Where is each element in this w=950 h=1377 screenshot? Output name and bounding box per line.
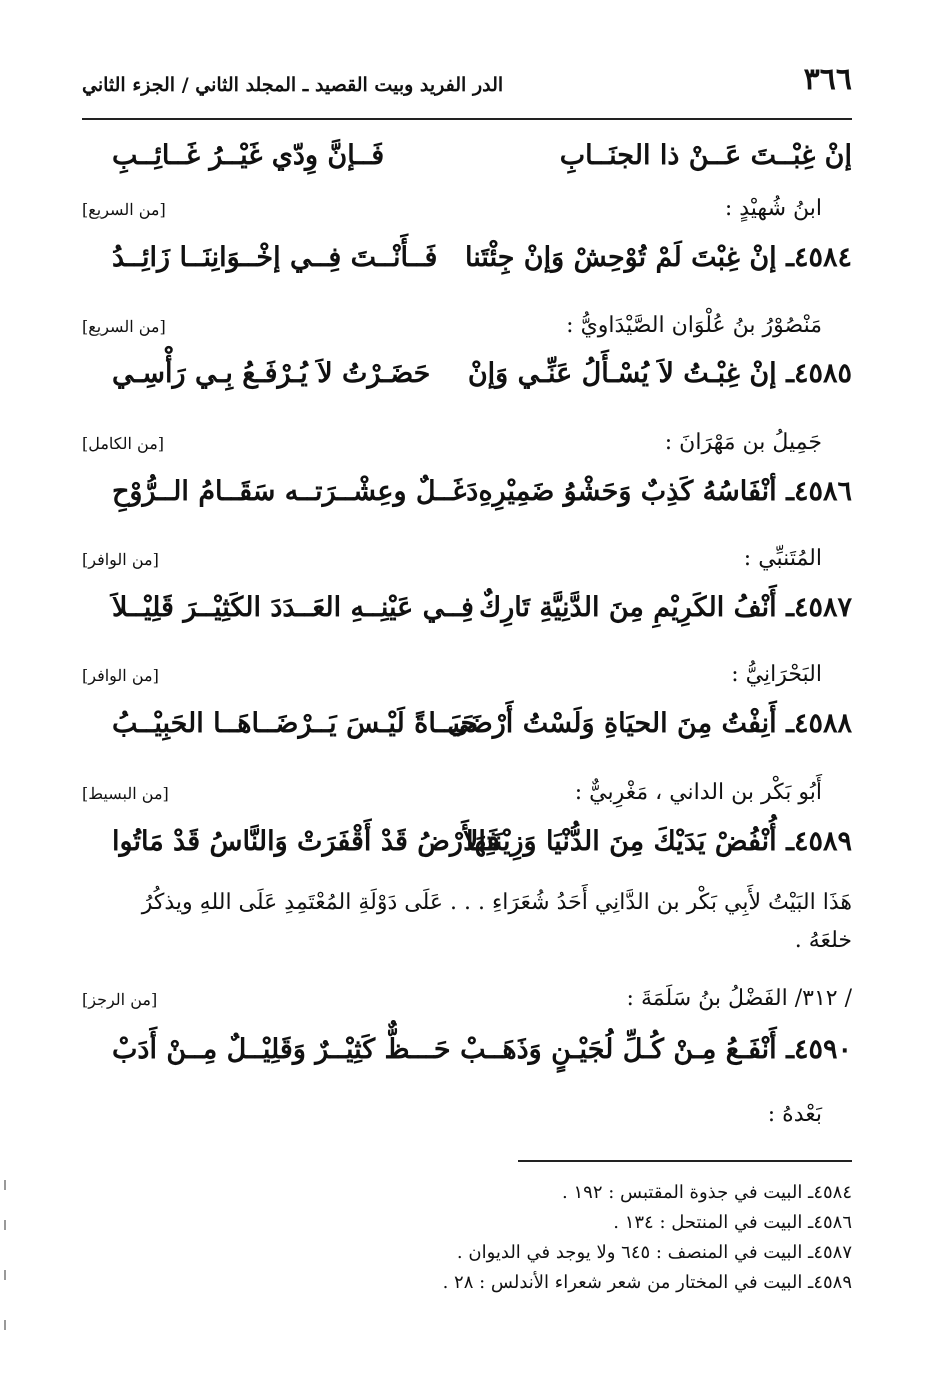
scan-mark (4, 1270, 6, 1280)
verse-4586 (82, 476, 852, 536)
meter-label: [من الوافر] (82, 550, 159, 569)
meter-label: [من السريع] (82, 200, 166, 219)
verse-number: ٤٥٨٨ـ (786, 708, 852, 739)
continuation-line (82, 1102, 852, 1142)
verse-second-hemistich: فَــإنَّ وِدّي غَيْــرُ غَــائِــبِ (112, 140, 385, 171)
verse-4588 (82, 708, 852, 768)
poet-line (82, 430, 852, 470)
verse-first-hemistich (468, 358, 852, 389)
scan-mark (4, 1320, 6, 1330)
footnote: ٤٥٨٧ـ البيت في المنصف : ٦٤٥ ولا يوجد في الديوان . (456, 1242, 852, 1263)
verse-4589 (82, 826, 852, 886)
verse-second-hemistich: حَضَـرْتُ لاَ يُـرْفَـعُ بِـي رَأْسِـي (112, 358, 431, 389)
poet-line (82, 313, 852, 353)
verse-first-hemistich: إنْ غِبْــتَ عَــنْ ذا الجنَــابِ (559, 140, 852, 171)
verse-number: ٤٥٩٠ـ (786, 1034, 852, 1065)
poet-line (82, 986, 852, 1026)
scan-mark (4, 1180, 6, 1190)
footnote-rule (518, 1160, 852, 1162)
poet-name: المُتَنبِّي : (743, 546, 822, 571)
meter-label: [من الكامل] (82, 434, 165, 453)
poet-line (82, 196, 852, 236)
hemistich-text: أَنِفْتُ مِنَ الحيَاةِ وَلَسْتُ أَرْضَى (447, 708, 777, 739)
verse-second-hemistich: دَغَــلٌ وعِشْــرَتــه سَقَــامُ الــرُّوْحِ (112, 476, 479, 507)
hemistich-text: أنْفَاسُهُ كَذِبٌ وَحَشْوُ ضَمِيْرِهِ (478, 476, 777, 507)
verse-number: ٤٥٨٧ـ (786, 592, 852, 623)
verse-second-hemistich: فِــي عَيْنِــهِ العَــدَدَ الكَثِيْــرَ قَلِيْــلاَ (112, 592, 474, 623)
verse-4587 (82, 592, 852, 652)
verse-first-hemistich (479, 476, 852, 507)
scan-edge-marks (4, 1160, 10, 1360)
poet-name: مَنْصُوْرُ بنُ عُلْوَان الصَّيْدَاويُّ : (566, 313, 822, 338)
meter-label: [من الرجز] (82, 990, 158, 1009)
verse-first-hemistich (460, 1034, 852, 1065)
continuation-text: بَعْدهُ : (767, 1102, 822, 1127)
page-header (82, 62, 852, 116)
meter-label: [من البسيط] (82, 784, 169, 803)
verse-number: ٤٥٨٩ـ (786, 826, 852, 857)
verse-second-hemistich: فَــأَنْــتَ فِــي إخْــوَانِنَــا زَائِــدُ (112, 242, 438, 273)
verse-line (82, 140, 852, 200)
verse-second-hemistich: حَـــظٌّ كَثِيْــرٌ وَقَلِيْــلٌ مِــنْ أَدَبْ (112, 1034, 451, 1065)
hemistich-text: أَنْفُ الكَرِيْمِ مِنَ الدَّنِيَّةِ تَارِكٌ (478, 592, 777, 623)
footnote: ٤٥٨٤ـ البيت في جذوة المقتبس : ١٩٢ . (562, 1182, 852, 1203)
verse-4584 (82, 242, 852, 302)
poet-name: البَحْرَانِيُّ : (731, 662, 822, 687)
poet-name: ابنُ شُهيْدٍ : (724, 196, 822, 221)
verse-first-hemistich (479, 592, 852, 623)
hemistich-text: إنْ غِبْـتُ لاَ يُسْـأَلُ عَنِّـي وَإنْ (467, 358, 777, 389)
verse-number: ٤٥٨٦ـ (786, 476, 852, 507)
footnotes (192, 1178, 852, 1298)
verse-first-hemistich (466, 826, 852, 857)
header-rule (82, 118, 852, 120)
page-number: ٣٦٦ (803, 62, 852, 97)
commentary-line: هَذَا البَيْتُ لأَبِي بَكْر بن الدَّانِي أَحَدُ شُعَرَاءِ . . . عَلَى دَوْلَةِ المُعْتَمِدِ عَلَى اللهِ ويذكُرُ (141, 890, 852, 915)
poet-name: أَبُو بَكْر بن الداني ، مَغْرِبيٌّ : (574, 780, 822, 805)
footnote: ٤٥٨٩ـ البيت في المختار من شعر شعراء الأندلس : ٢٨ . (442, 1272, 852, 1293)
verse-number: ٤٥٨٤ـ (786, 242, 852, 273)
verse-4590 (82, 1034, 852, 1094)
verse-4585 (82, 358, 852, 418)
hemistich-text: أُنْفُضْ يَدَيْكَ مِنَ الدُّنْيَا وَزِيْنَتِهَا (465, 826, 777, 857)
footnote: ٤٥٨٦ـ البيت في المنتحل : ١٣٤ . (613, 1212, 852, 1233)
commentary-line: خلعَهُ . (794, 928, 852, 953)
poet-line (82, 780, 852, 820)
verse-number: ٤٥٨٥ـ (786, 358, 852, 389)
poet-name: / ٣١٢/ الفَضْلُ بنُ سَلَمَةَ : (626, 986, 852, 1011)
scan-mark (4, 1220, 6, 1230)
poet-line (82, 662, 852, 702)
verse-second-hemistich: حَيَــاةً لَيْـسَ يَــرْضَــاهَــا الحَبِيْــبُ (112, 708, 478, 739)
poet-name: جَمِيلُ بن مَهْرَانَ : (664, 430, 822, 455)
hemistich-text: إنْ غِبْتَ لَمْ تُوْحِشْ وَإنْ جِئْتَنا (465, 242, 777, 273)
poet-line (82, 546, 852, 586)
verse-first-hemistich (465, 242, 852, 273)
verse-first-hemistich (447, 708, 852, 739)
commentary-paragraph (82, 884, 852, 960)
verse-second-hemistich: فَالأَرْضُ قَدْ أَقْفَرَتْ وَالنَّاسُ قَدْ مَاتُوا (112, 826, 500, 857)
meter-label: [من السريع] (82, 317, 166, 336)
running-title: الدر الفريد وبيت القصيد ـ المجلد الثاني / الجزء الثاني (82, 74, 504, 96)
hemistich-text: أَنْفَـعُ مِـنْ كُـلِّ لُجَيْـنٍ وَذَهَــبْ (460, 1034, 777, 1065)
meter-label: [من الوافر] (82, 666, 159, 685)
